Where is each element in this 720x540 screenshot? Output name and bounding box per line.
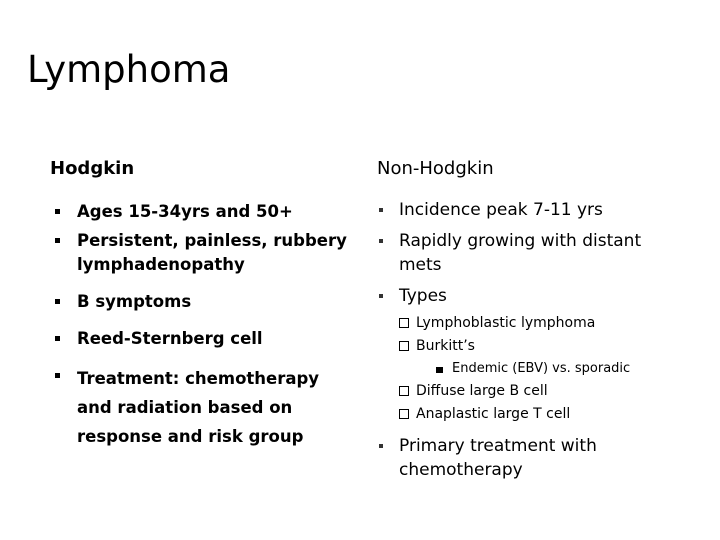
list-item: [55, 229, 355, 277]
hodgkin-list: [55, 200, 355, 451]
sub-list-item: [399, 312, 687, 335]
hodgkin-item-text: B symptoms: [77, 292, 192, 311]
hodgkin-item-text: Treatment: chemotherapy and radiation based on response and risk group: [77, 369, 320, 446]
hodgkin-heading: Hodgkin: [50, 158, 135, 179]
square-bullet-icon: [379, 239, 383, 243]
square-bullet-icon: [55, 238, 60, 243]
box-bullet-icon: [399, 341, 409, 351]
square-bullet-icon: [379, 294, 383, 298]
list-item: [377, 229, 687, 277]
square-bullet-icon: [379, 444, 383, 448]
hodgkin-item-text: Persistent, painless, rubbery lymphadenopathy: [77, 231, 347, 274]
list-item: [377, 434, 687, 482]
types-sublist: [399, 312, 687, 426]
list-item: [377, 198, 687, 222]
list-item: [377, 284, 687, 426]
list-item: [55, 364, 355, 451]
non-hodgkin-list: [377, 198, 687, 482]
slide-title: Lymphoma: [27, 48, 231, 91]
sub-sub-list-item: [416, 358, 687, 380]
list-item: [55, 290, 355, 314]
non-hodgkin-item-text: Incidence peak 7-11 yrs: [399, 200, 603, 220]
filled-square-bullet-icon: [436, 367, 443, 373]
burkitt-sublist: [416, 358, 687, 380]
list-item: [55, 200, 355, 224]
box-bullet-icon: [399, 318, 409, 328]
box-bullet-icon: [399, 386, 409, 396]
hodgkin-item-text: Reed-Sternberg cell: [77, 329, 263, 348]
non-hodgkin-item-text: Rapidly growing with distant mets: [399, 231, 642, 275]
square-bullet-icon: [55, 373, 60, 378]
sub-list-item: [399, 335, 687, 380]
type-text: Anaplastic large T cell: [416, 406, 571, 422]
sub-list-item: [399, 380, 687, 403]
square-bullet-icon: [379, 208, 383, 212]
type-text: Lymphoblastic lymphoma: [416, 315, 596, 331]
non-hodgkin-item-text: Primary treatment with chemotherapy: [399, 436, 597, 480]
hodgkin-item-text: Ages 15-34yrs and 50+: [77, 202, 293, 221]
type-text: Burkitt’s: [416, 338, 475, 354]
burkitt-sub-text: Endemic (EBV) vs. sporadic: [452, 361, 631, 376]
sub-list-item: [399, 403, 687, 426]
type-text: Diffuse large B cell: [416, 383, 548, 399]
list-item: [55, 327, 355, 351]
square-bullet-icon: [55, 209, 60, 214]
non-hodgkin-heading: Non-Hodgkin: [377, 158, 494, 179]
box-bullet-icon: [399, 409, 409, 419]
square-bullet-icon: [55, 299, 60, 304]
non-hodgkin-item-text: Types: [399, 286, 447, 306]
square-bullet-icon: [55, 336, 60, 341]
